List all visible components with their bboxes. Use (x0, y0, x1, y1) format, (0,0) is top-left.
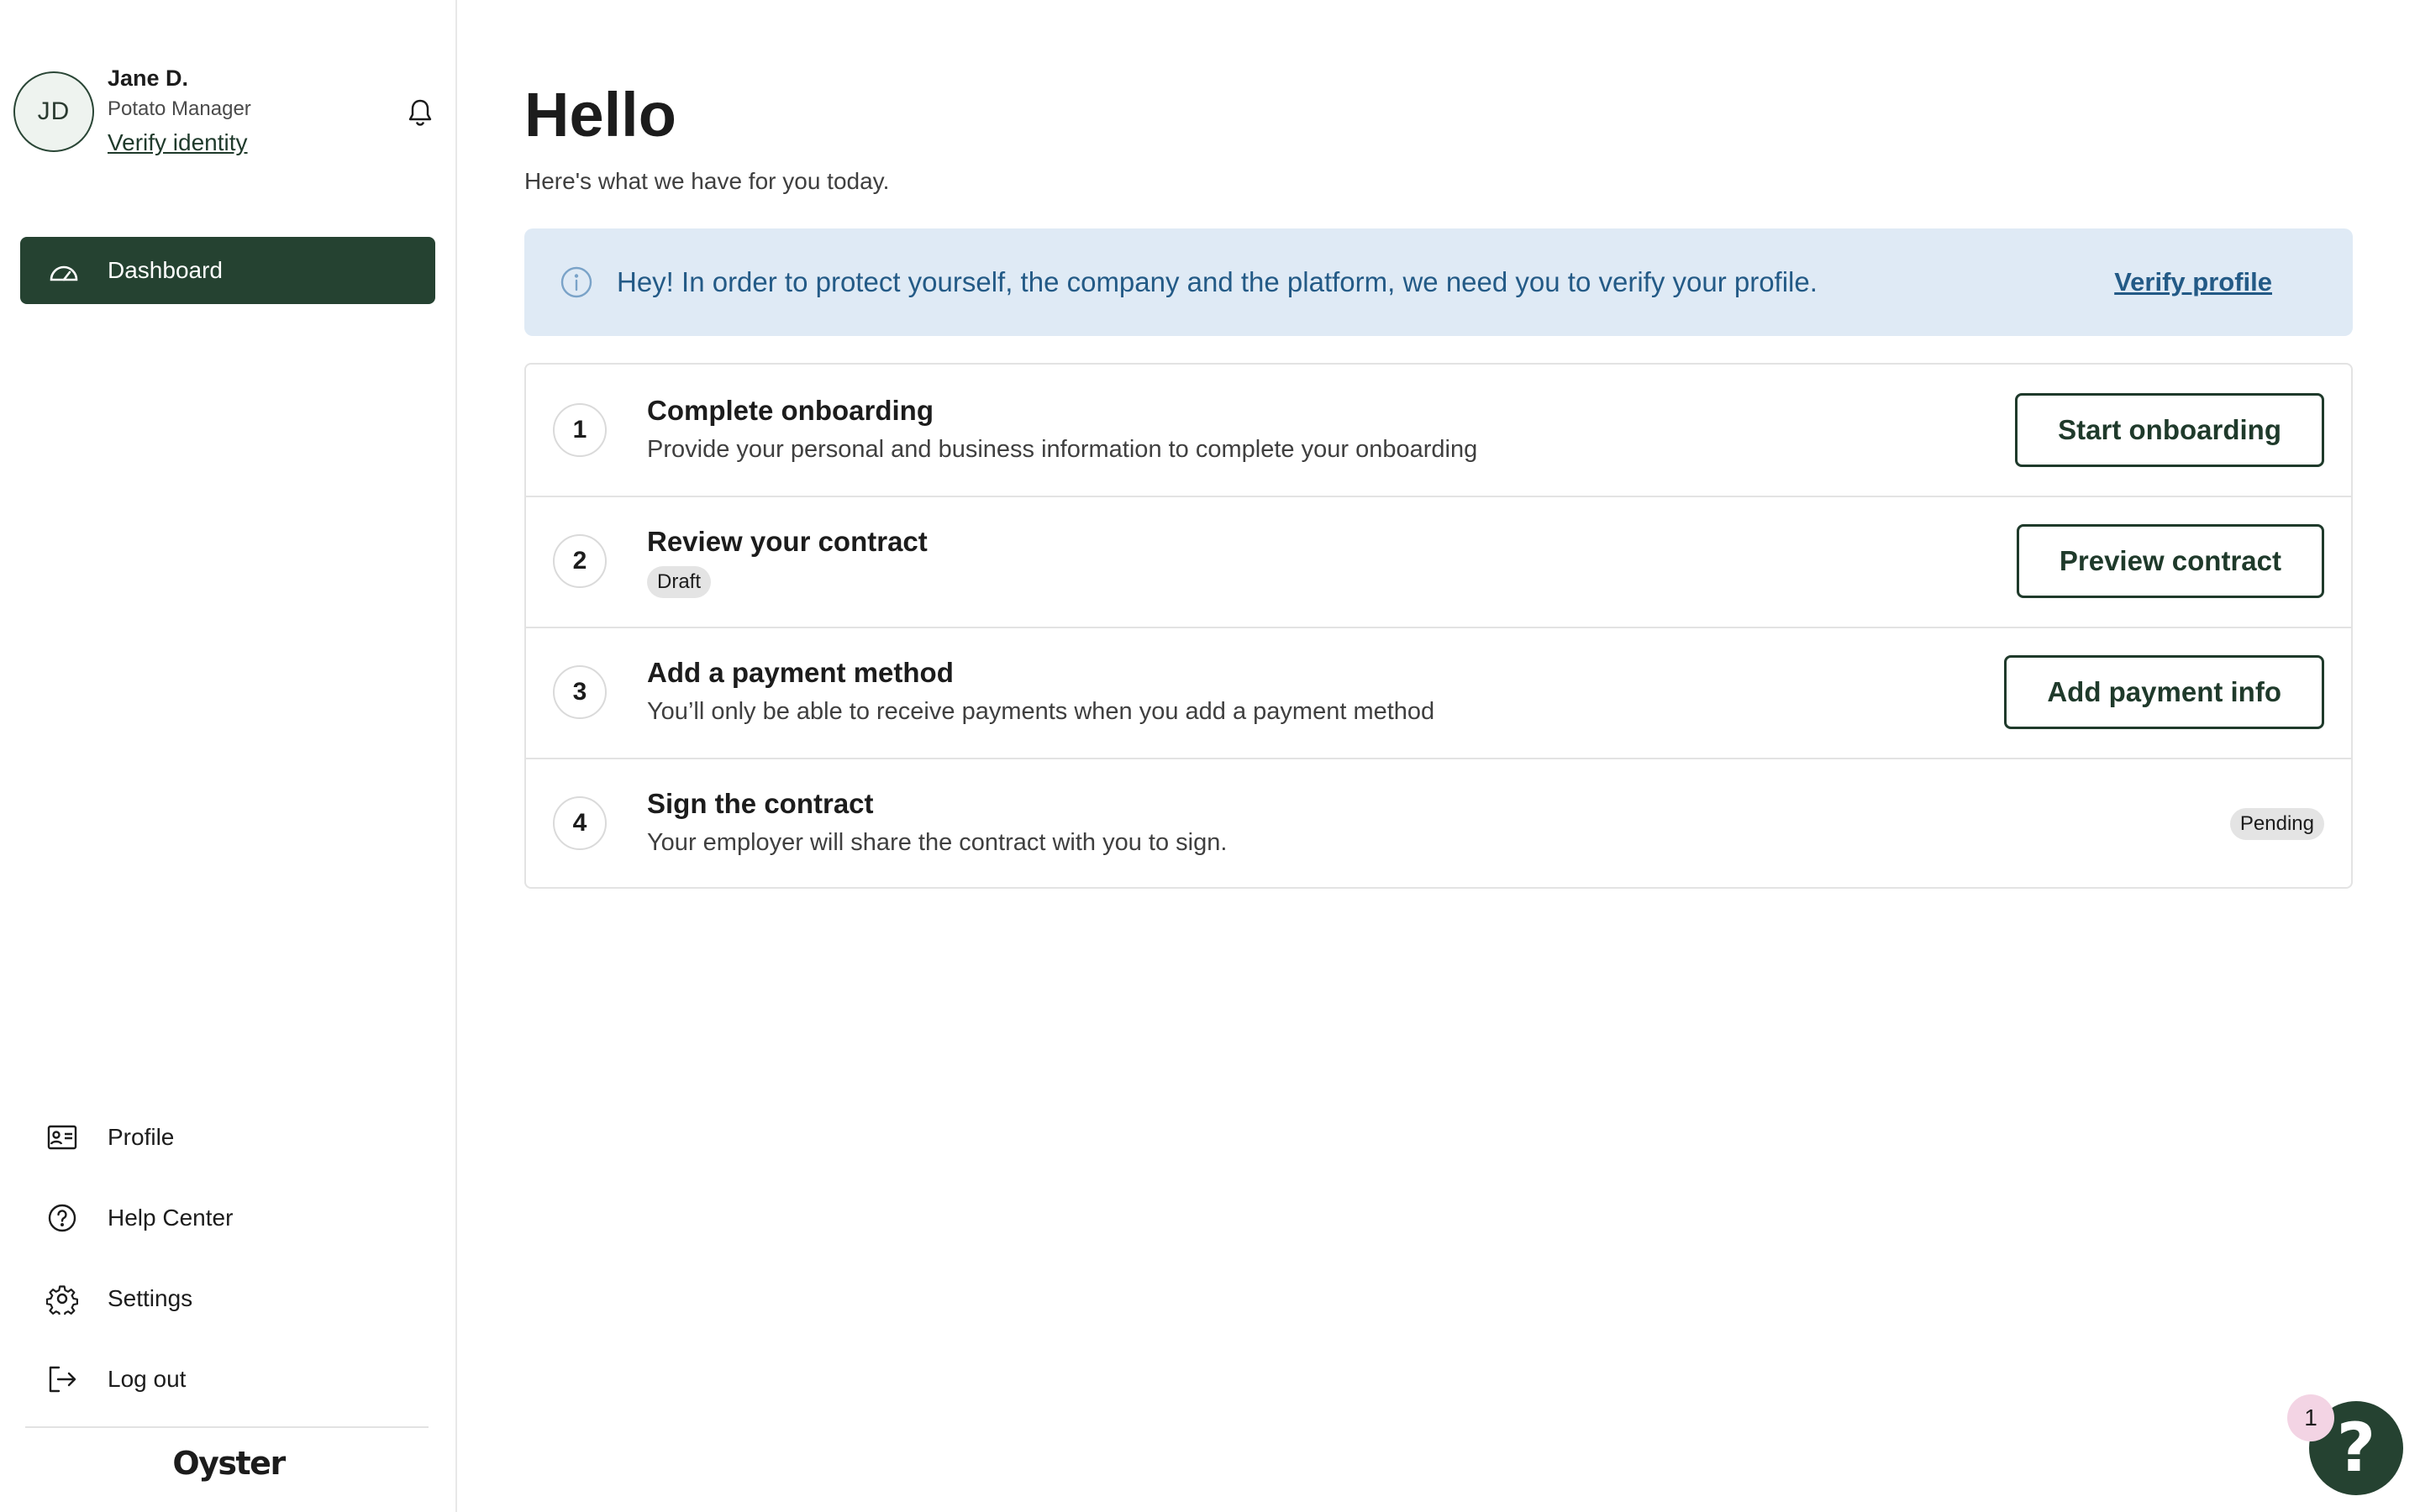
step-title: Sign the contract (647, 788, 874, 819)
sidebar-item-label: Help Center (108, 1205, 234, 1231)
dashboard-gauge-icon (47, 255, 81, 286)
step-description: Provide your personal and business information to complete your onboarding (647, 436, 1478, 463)
verify-profile-banner (524, 228, 2353, 336)
step-number: 1 (553, 403, 607, 457)
step-number: 2 (553, 534, 607, 588)
oyster-logo: Oyster (172, 1445, 285, 1482)
step-title: Add a payment method (647, 657, 954, 688)
sidebar (0, 0, 457, 1512)
sidebar-item-settings[interactable] (20, 1265, 435, 1332)
step-divider (526, 627, 2351, 628)
sidebar-item-dashboard[interactable] (20, 237, 435, 304)
banner-message: Hey! In order to protect yourself, the company and the platform, we need you to verify your profile. (617, 266, 1818, 297)
sidebar-item-log-out[interactable] (20, 1346, 435, 1413)
page-title: Hello (524, 80, 676, 150)
bell-icon[interactable] (403, 96, 437, 129)
step-title: Review your contract (647, 526, 928, 557)
start-onboarding-button[interactable]: Start onboarding (2015, 393, 2324, 467)
sidebar-item-label: Profile (108, 1124, 175, 1150)
sidebar-item-label: Log out (108, 1366, 187, 1392)
avatar[interactable]: JD (13, 71, 94, 152)
add-payment-info-button[interactable]: Add payment info (2004, 655, 2324, 729)
id-card-icon (45, 1121, 79, 1154)
preview-contract-button[interactable]: Preview contract (2017, 524, 2324, 598)
step-add-payment-method (526, 627, 2351, 758)
info-circle-icon (560, 265, 593, 299)
sidebar-item-label: Dashboard (108, 257, 223, 283)
sidebar-item-help-center[interactable] (20, 1184, 435, 1252)
step-description: Your employer will share the contract with you to sign. (647, 829, 1228, 856)
onboarding-steps (524, 363, 2353, 889)
notification-count-badge: 1 (2287, 1394, 2334, 1441)
question-mark-icon: ? (2336, 1409, 2376, 1487)
step-description: You’ll only be able to receive payments when you add a payment method (647, 698, 1435, 725)
verify-profile-link[interactable]: Verify profile (2114, 267, 2272, 297)
status-badge: Pending (2230, 808, 2324, 840)
step-divider (526, 496, 2351, 497)
page-subtitle: Here's what we have for you today. (524, 168, 890, 194)
question-circle-icon (45, 1201, 79, 1235)
step-sign-contract (526, 758, 2351, 889)
sidebar-item-profile[interactable] (20, 1104, 435, 1171)
logout-icon (45, 1362, 79, 1396)
step-number: 4 (553, 796, 607, 850)
sidebar-divider (25, 1426, 429, 1428)
step-review-contract (526, 496, 2351, 627)
user-card (13, 64, 444, 165)
sidebar-item-label: Settings (108, 1285, 193, 1311)
step-divider (526, 758, 2351, 759)
step-number: 3 (553, 665, 607, 719)
gear-icon (45, 1282, 79, 1315)
step-complete-onboarding (526, 365, 2351, 496)
user-name: Jane D. (108, 66, 189, 91)
status-badge: Draft (647, 566, 711, 598)
step-title: Complete onboarding (647, 395, 934, 426)
user-role: Potato Manager (108, 97, 251, 120)
verify-identity-link[interactable]: Verify identity (108, 129, 248, 155)
